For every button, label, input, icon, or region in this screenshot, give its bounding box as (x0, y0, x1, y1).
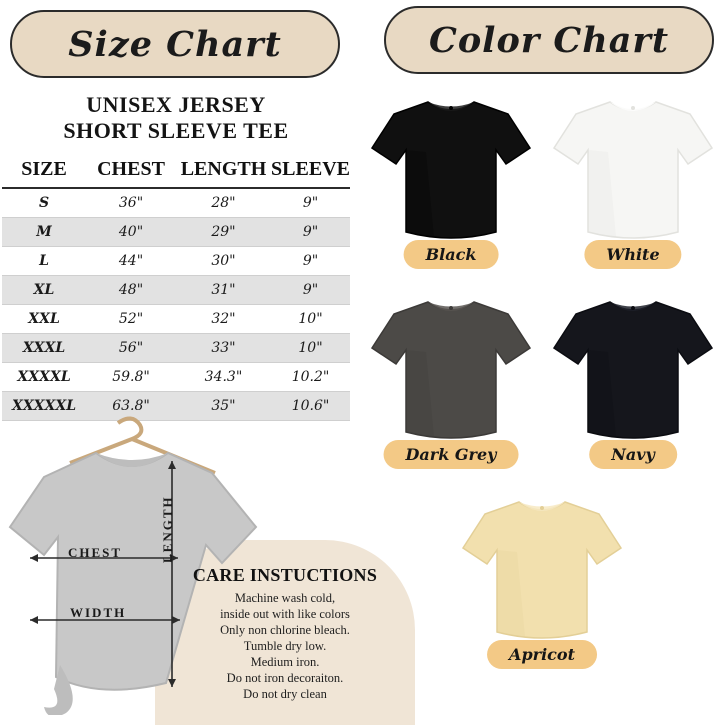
tshirt-image (548, 92, 718, 242)
table-cell: 36" (86, 188, 176, 218)
table-cell: 56" (86, 333, 176, 362)
color-swatch-black[interactable] (366, 92, 536, 287)
table-cell: XXL (2, 304, 86, 333)
table-cell: 34.3" (176, 362, 271, 391)
care-instructions (190, 565, 380, 702)
product-title-line2: SHORT SLEEVE TEE (63, 117, 289, 143)
table-cell: 44" (86, 246, 176, 275)
table-cell: XXXL (2, 333, 86, 362)
color-label-pill: Dark Grey (384, 440, 519, 469)
table-cell: 32" (176, 304, 271, 333)
color-swatch-white[interactable] (548, 92, 718, 287)
care-instruction-line: Medium iron. (250, 655, 320, 669)
table-row (2, 362, 350, 391)
table-row (2, 217, 350, 246)
color-chart-section (360, 92, 720, 712)
chest-measure-label: CHEST (68, 545, 123, 560)
product-title (0, 86, 352, 154)
table-cell: M (2, 217, 86, 246)
table-cell: S (2, 188, 86, 218)
table-cell: 48" (86, 275, 176, 304)
table-cell: L (2, 246, 86, 275)
table-cell: 28" (176, 188, 271, 218)
table-header-row (2, 154, 350, 188)
table-cell: 30" (176, 246, 271, 275)
table-cell: 10" (271, 333, 350, 362)
table-cell: 9" (271, 188, 350, 218)
tshirt-image (548, 292, 718, 442)
table-cell: 63.8" (86, 391, 176, 420)
table-cell: XL (2, 275, 86, 304)
care-instruction-line: Do not iron decoraiton. (226, 671, 344, 685)
table-cell: 10.2" (271, 362, 350, 391)
table-cell: 33" (176, 333, 271, 362)
table-cell: 29" (176, 217, 271, 246)
color-chart-banner-label: Color Chart (428, 19, 670, 61)
care-instruction-line: Tumble dry low. (243, 639, 327, 653)
size-chart-section (0, 86, 352, 421)
table-cell: 10" (271, 304, 350, 333)
table-cell: 9" (271, 246, 350, 275)
table-cell: 52" (86, 304, 176, 333)
tshirt-image (457, 492, 627, 642)
size-chart-banner (10, 10, 340, 78)
col-header-size: SIZE (2, 154, 86, 188)
care-instruction-line: Do not dry clean (243, 687, 327, 701)
table-row (2, 246, 350, 275)
size-table (2, 154, 350, 421)
table-row (2, 275, 350, 304)
care-instruction-line: Only non chlorine bleach. (220, 623, 350, 637)
table-row (2, 304, 350, 333)
tshirt-image (366, 92, 536, 242)
table-cell: XXXXXL (2, 391, 86, 420)
table-row (2, 188, 350, 218)
col-header-sleeve: SLEEVE (271, 154, 350, 188)
color-chart-banner (384, 6, 714, 74)
care-instructions-lines (190, 590, 380, 702)
table-cell: 31" (176, 275, 271, 304)
color-swatch-apricot[interactable] (457, 492, 627, 687)
col-header-chest: CHEST (86, 154, 176, 188)
color-label-pill: Black (404, 240, 499, 269)
table-cell: 40" (86, 217, 176, 246)
color-label-pill: White (584, 240, 681, 269)
size-chart-banner-label: Size Chart (68, 23, 282, 65)
table-row (2, 333, 350, 362)
table-cell: XXXXL (2, 362, 86, 391)
size-table-body (2, 188, 350, 421)
col-header-length: LENGTH (176, 154, 271, 188)
length-measure-label: LENGTH (160, 495, 175, 563)
care-instruction-line: Machine wash cold, (234, 591, 336, 605)
tshirt-image (366, 292, 536, 442)
color-label-pill: Apricot (487, 640, 597, 669)
table-cell: 10.6" (271, 391, 350, 420)
size-table-head (2, 154, 350, 188)
product-title-line1: UNISEX JERSEY (86, 92, 266, 117)
table-cell: 59.8" (86, 362, 176, 391)
color-swatch-dark-grey[interactable] (366, 292, 536, 487)
table-cell: 9" (271, 217, 350, 246)
width-measure-label: WIDTH (70, 605, 127, 620)
care-instruction-line: inside out with like colors (220, 607, 350, 621)
color-swatch-navy[interactable] (548, 292, 718, 487)
table-cell: 35" (176, 391, 271, 420)
color-label-pill: Navy (589, 440, 677, 469)
table-cell: 9" (271, 275, 350, 304)
care-instructions-title: CARE INSTUCTIONS (192, 565, 378, 585)
